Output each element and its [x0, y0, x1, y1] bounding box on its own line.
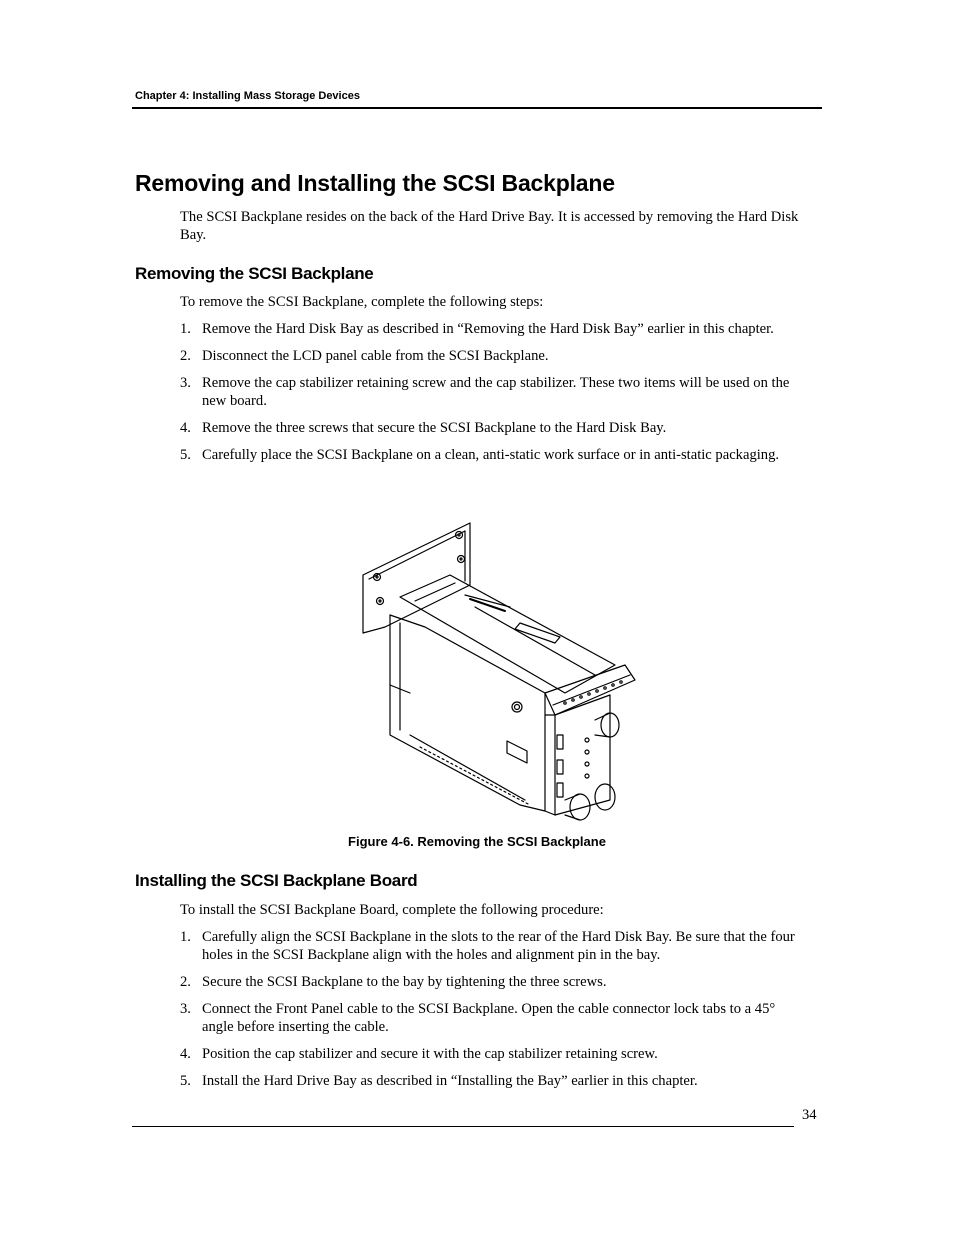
list-item: [180, 419, 800, 437]
step-text: Remove the cap stabilizer retaining screw and the cap stabilizer. These two items will be used on the new board.: [202, 375, 790, 409]
list-item: [180, 320, 800, 338]
step-number: 5.: [180, 1073, 191, 1089]
list-item: [180, 1072, 800, 1090]
removing-intro: To remove the SCSI Backplane, complete the following steps:: [180, 294, 544, 310]
step-text: Carefully place the SCSI Backplane on a clean, anti-static work surface or in anti-static packaging.: [202, 447, 780, 463]
step-number: 1.: [180, 929, 191, 945]
step-number: 2.: [180, 974, 191, 990]
step-text: Connect the Front Panel cable to the SCSI Backplane. Open the cable connector lock tabs to a 45° angle before inserting the cable.: [202, 1001, 776, 1035]
scsi-backplane-illustration: [355, 515, 645, 825]
step-number: 3.: [180, 1001, 191, 1017]
list-item: [180, 1000, 800, 1036]
header-divider: [132, 107, 822, 109]
step-text: Position the cap stabilizer and secure it with the cap stabilizer retaining screw.: [202, 1046, 658, 1062]
section-intro: The SCSI Backplane resides on the back of the Hard Drive Bay. It is accessed by removing the Hard Disk Bay.: [180, 209, 799, 243]
step-text: Remove the three screws that secure the SCSI Backplane to the Hard Disk Bay.: [202, 420, 667, 436]
step-number: 4.: [180, 1046, 191, 1062]
installing-intro: To install the SCSI Backplane Board, complete the following procedure:: [180, 902, 604, 918]
step-text: Disconnect the LCD panel cable from the SCSI Backplane.: [202, 348, 549, 364]
removing-steps: [180, 320, 800, 473]
step-number: 4.: [180, 420, 191, 436]
step-number: 1.: [180, 321, 191, 337]
step-number: 3.: [180, 375, 191, 391]
step-text: Secure the SCSI Backplane to the bay by tightening the three screws.: [202, 974, 607, 990]
page-number: 34: [802, 1107, 817, 1123]
list-item: [180, 1045, 800, 1063]
chapter-header: Chapter 4: Installing Mass Storage Devices: [135, 90, 360, 102]
list-item: [180, 347, 800, 365]
step-text: Carefully align the SCSI Backplane in the slots to the rear of the Hard Disk Bay. Be sure that the four holes in the SCSI Backplane align with the holes and alignment pin in the bay.: [202, 929, 795, 963]
step-text: Install the Hard Drive Bay as described in “Installing the Bay” earlier in this chapter.: [202, 1073, 698, 1089]
figure-caption: Figure 4-6. Removing the SCSI Backplane: [348, 834, 606, 849]
step-number: 2.: [180, 348, 191, 364]
list-item: [180, 446, 800, 464]
step-number: 5.: [180, 447, 191, 463]
installing-steps: [180, 928, 800, 1099]
list-item: [180, 928, 800, 964]
footer-divider: [132, 1126, 794, 1127]
section-title: Removing and Installing the SCSI Backplane: [135, 170, 615, 196]
installing-title: Installing the SCSI Backplane Board: [135, 871, 418, 890]
list-item: [180, 973, 800, 991]
list-item: [180, 374, 800, 410]
removing-title: Removing the SCSI Backplane: [135, 264, 374, 283]
step-text: Remove the Hard Disk Bay as described in “Removing the Hard Disk Bay” earlier in this chapter.: [202, 321, 774, 337]
